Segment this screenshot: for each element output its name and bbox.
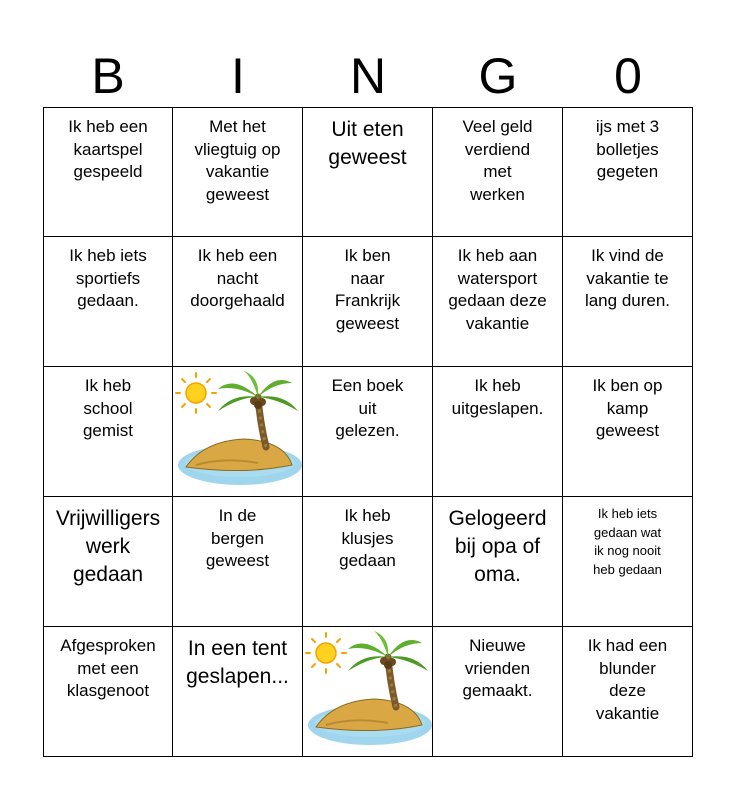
bingo-cell[interactable] <box>43 107 173 237</box>
bingo-cell[interactable] <box>303 107 433 237</box>
bingo-cell-text: Ik ben naar Frankrijk geweest <box>334 246 401 333</box>
bingo-cell[interactable] <box>43 627 173 757</box>
bingo-cell[interactable] <box>303 237 433 367</box>
bingo-header <box>43 48 693 108</box>
header-letter-b: B <box>91 48 125 104</box>
bingo-cell[interactable] <box>43 497 173 627</box>
bingo-cell-text: Veel geld verdiend met werken <box>462 117 533 204</box>
header-letter-o: 0 <box>614 48 642 104</box>
bingo-cell-text: Ik had een blunder deze vakantie <box>587 636 668 723</box>
bingo-cell[interactable] <box>433 237 563 367</box>
bingo-cell[interactable] <box>563 627 693 757</box>
bingo-cell-text: In de bergen geweest <box>205 506 270 570</box>
bingo-cell-text: Ik heb iets gedaan wat ik nog nooit heb gedaan <box>593 506 662 577</box>
bingo-cell-text: In een tent geslapen... <box>186 637 289 688</box>
bingo-cell-text: Ik heb een nacht doorgehaald <box>190 246 285 310</box>
bingo-cell[interactable] <box>563 497 693 627</box>
bingo-cell-text: Met het vliegtuig op vakantie geweest <box>194 117 281 204</box>
header-letter-n: N <box>349 48 387 104</box>
bingo-cell[interactable] <box>433 497 563 627</box>
bingo-cell[interactable] <box>433 367 563 497</box>
bingo-cell-text: Afgesproken met een klasgenoot <box>60 636 156 700</box>
bingo-cell-text: Een boek uit gelezen. <box>331 376 404 440</box>
bingo-cell[interactable] <box>563 367 693 497</box>
bingo-cell-text: Ik heb iets sportiefs gedaan. <box>69 246 147 310</box>
bingo-cell[interactable] <box>43 237 173 367</box>
bingo-cell[interactable] <box>173 107 303 237</box>
bingo-cell[interactable] <box>303 627 433 757</box>
bingo-cell-text: Ik heb school gemist <box>82 376 134 440</box>
bingo-cell-text: Vrijwilligers werk gedaan <box>55 507 161 586</box>
bingo-cell[interactable] <box>433 627 563 757</box>
palm-island-icon <box>304 627 432 755</box>
bingo-card <box>43 107 693 757</box>
header-letter-i: I <box>231 48 245 104</box>
bingo-cell-text: Uit eten geweest <box>328 118 407 169</box>
bingo-cell[interactable] <box>173 367 303 497</box>
bingo-cell[interactable] <box>563 237 693 367</box>
bingo-cell[interactable] <box>303 497 433 627</box>
bingo-cell[interactable] <box>173 627 303 757</box>
header-letter-g: G <box>478 48 518 104</box>
bingo-cell-text: Ik heb uitgeslapen. <box>451 376 544 418</box>
bingo-cell[interactable] <box>173 237 303 367</box>
bingo-cell[interactable] <box>563 107 693 237</box>
bingo-cell-text: Nieuwe vrienden gemaakt. <box>462 636 533 700</box>
bingo-cell-text: Ik heb aan watersport gedaan deze vakantie <box>448 246 547 333</box>
bingo-cell-text: Ik vind de vakantie te lang duren. <box>584 246 671 310</box>
bingo-cell-text: Ik ben op kamp geweest <box>592 376 663 440</box>
bingo-cell[interactable] <box>173 497 303 627</box>
bingo-cell-text: ijs met 3 bolletjes gegeten <box>595 117 660 181</box>
bingo-cell[interactable] <box>43 367 173 497</box>
bingo-cell[interactable] <box>433 107 563 237</box>
bingo-cell-text: Gelogeerd bij opa of oma. <box>448 507 547 586</box>
palm-island-icon <box>174 367 302 495</box>
bingo-cell-text: Ik heb een kaartspel gespeeld <box>68 117 148 181</box>
bingo-cell-text: Ik heb klusjes gedaan <box>339 506 396 570</box>
bingo-cell[interactable] <box>303 367 433 497</box>
